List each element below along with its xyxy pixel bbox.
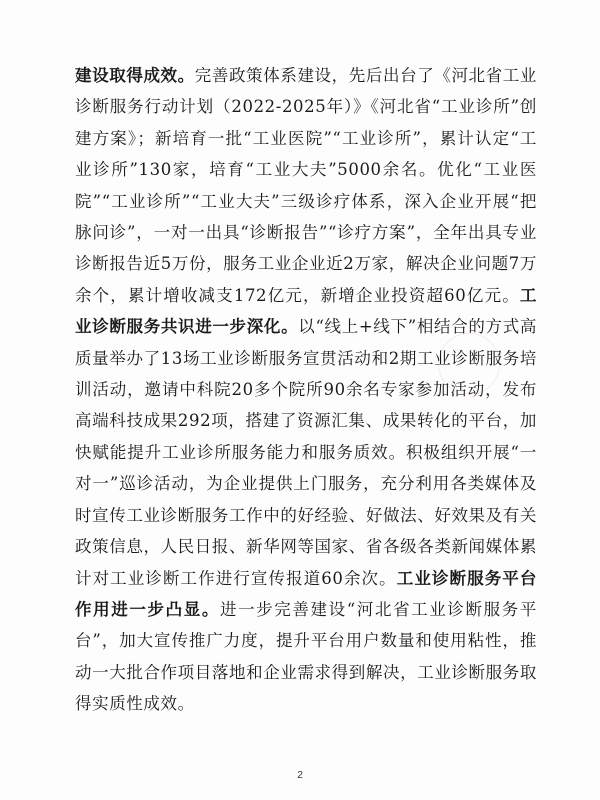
heading-platform: 工业诊断服务平台作用进一步凸显。: [75, 568, 537, 619]
paragraph-text-1: 完善政策体系建设，先后出台了《河北省工业诊断服务行动计划（2022-2025年）》《河北省“工业诊所”创建方案》；新培育一批“工业医院”“工业诊所”，累计认定“工业诊所”130家，培育“工业大夫”5000余名。优化“工业医院”“工业诊所”“工业大夫”三级诊疗体系，深入企业开展“把脉问诊”，一对一出具“诊断报告”“诊疗方案”，全年出具专业诊断报告近5万份，服务工业企业近2万家，解决企业问题7万余个，累计增收减支172亿元，新增企业投资超60亿元。: [75, 66, 537, 305]
paragraph-text-3: 进一步完善建设“河北省工业诊断服务平台”，加大宣传推广力度，提升平台用户数量和使用粘性，推动一大批合作项目落地和企业需求得到解决，工业诊断服务取得实质性成效。: [75, 599, 537, 714]
page-number: 2: [297, 770, 303, 781]
heading-achievements: 建设取得成效。: [75, 66, 195, 85]
heading-consensus: 工业诊断服务共识进一步深化。: [75, 285, 537, 337]
paragraph-text-2: 以“线上+线下”相结合的方式高质量举办了13场工业诊断服务宣贯活动和2期工业诊断服务培训活动，邀请中科院20多个院所90余名专家参加活动，发布高端科技成果292项，搭建了资源汇集、成果转化的平台，加快赋能提升工业诊所服务能力和服务质效。积极组织开展“一对一”巡诊活动，为企业提供上门服务，充分利用各类媒体及时宣传工业诊断服务工作中的好经验、好做法、好效果及有关政策信息，人民日报、新华网等国家、省各级各类新闻媒体累计对工业诊断工作进行宣传报道60余次。: [75, 317, 537, 588]
body-paragraph: [75, 60, 537, 720]
